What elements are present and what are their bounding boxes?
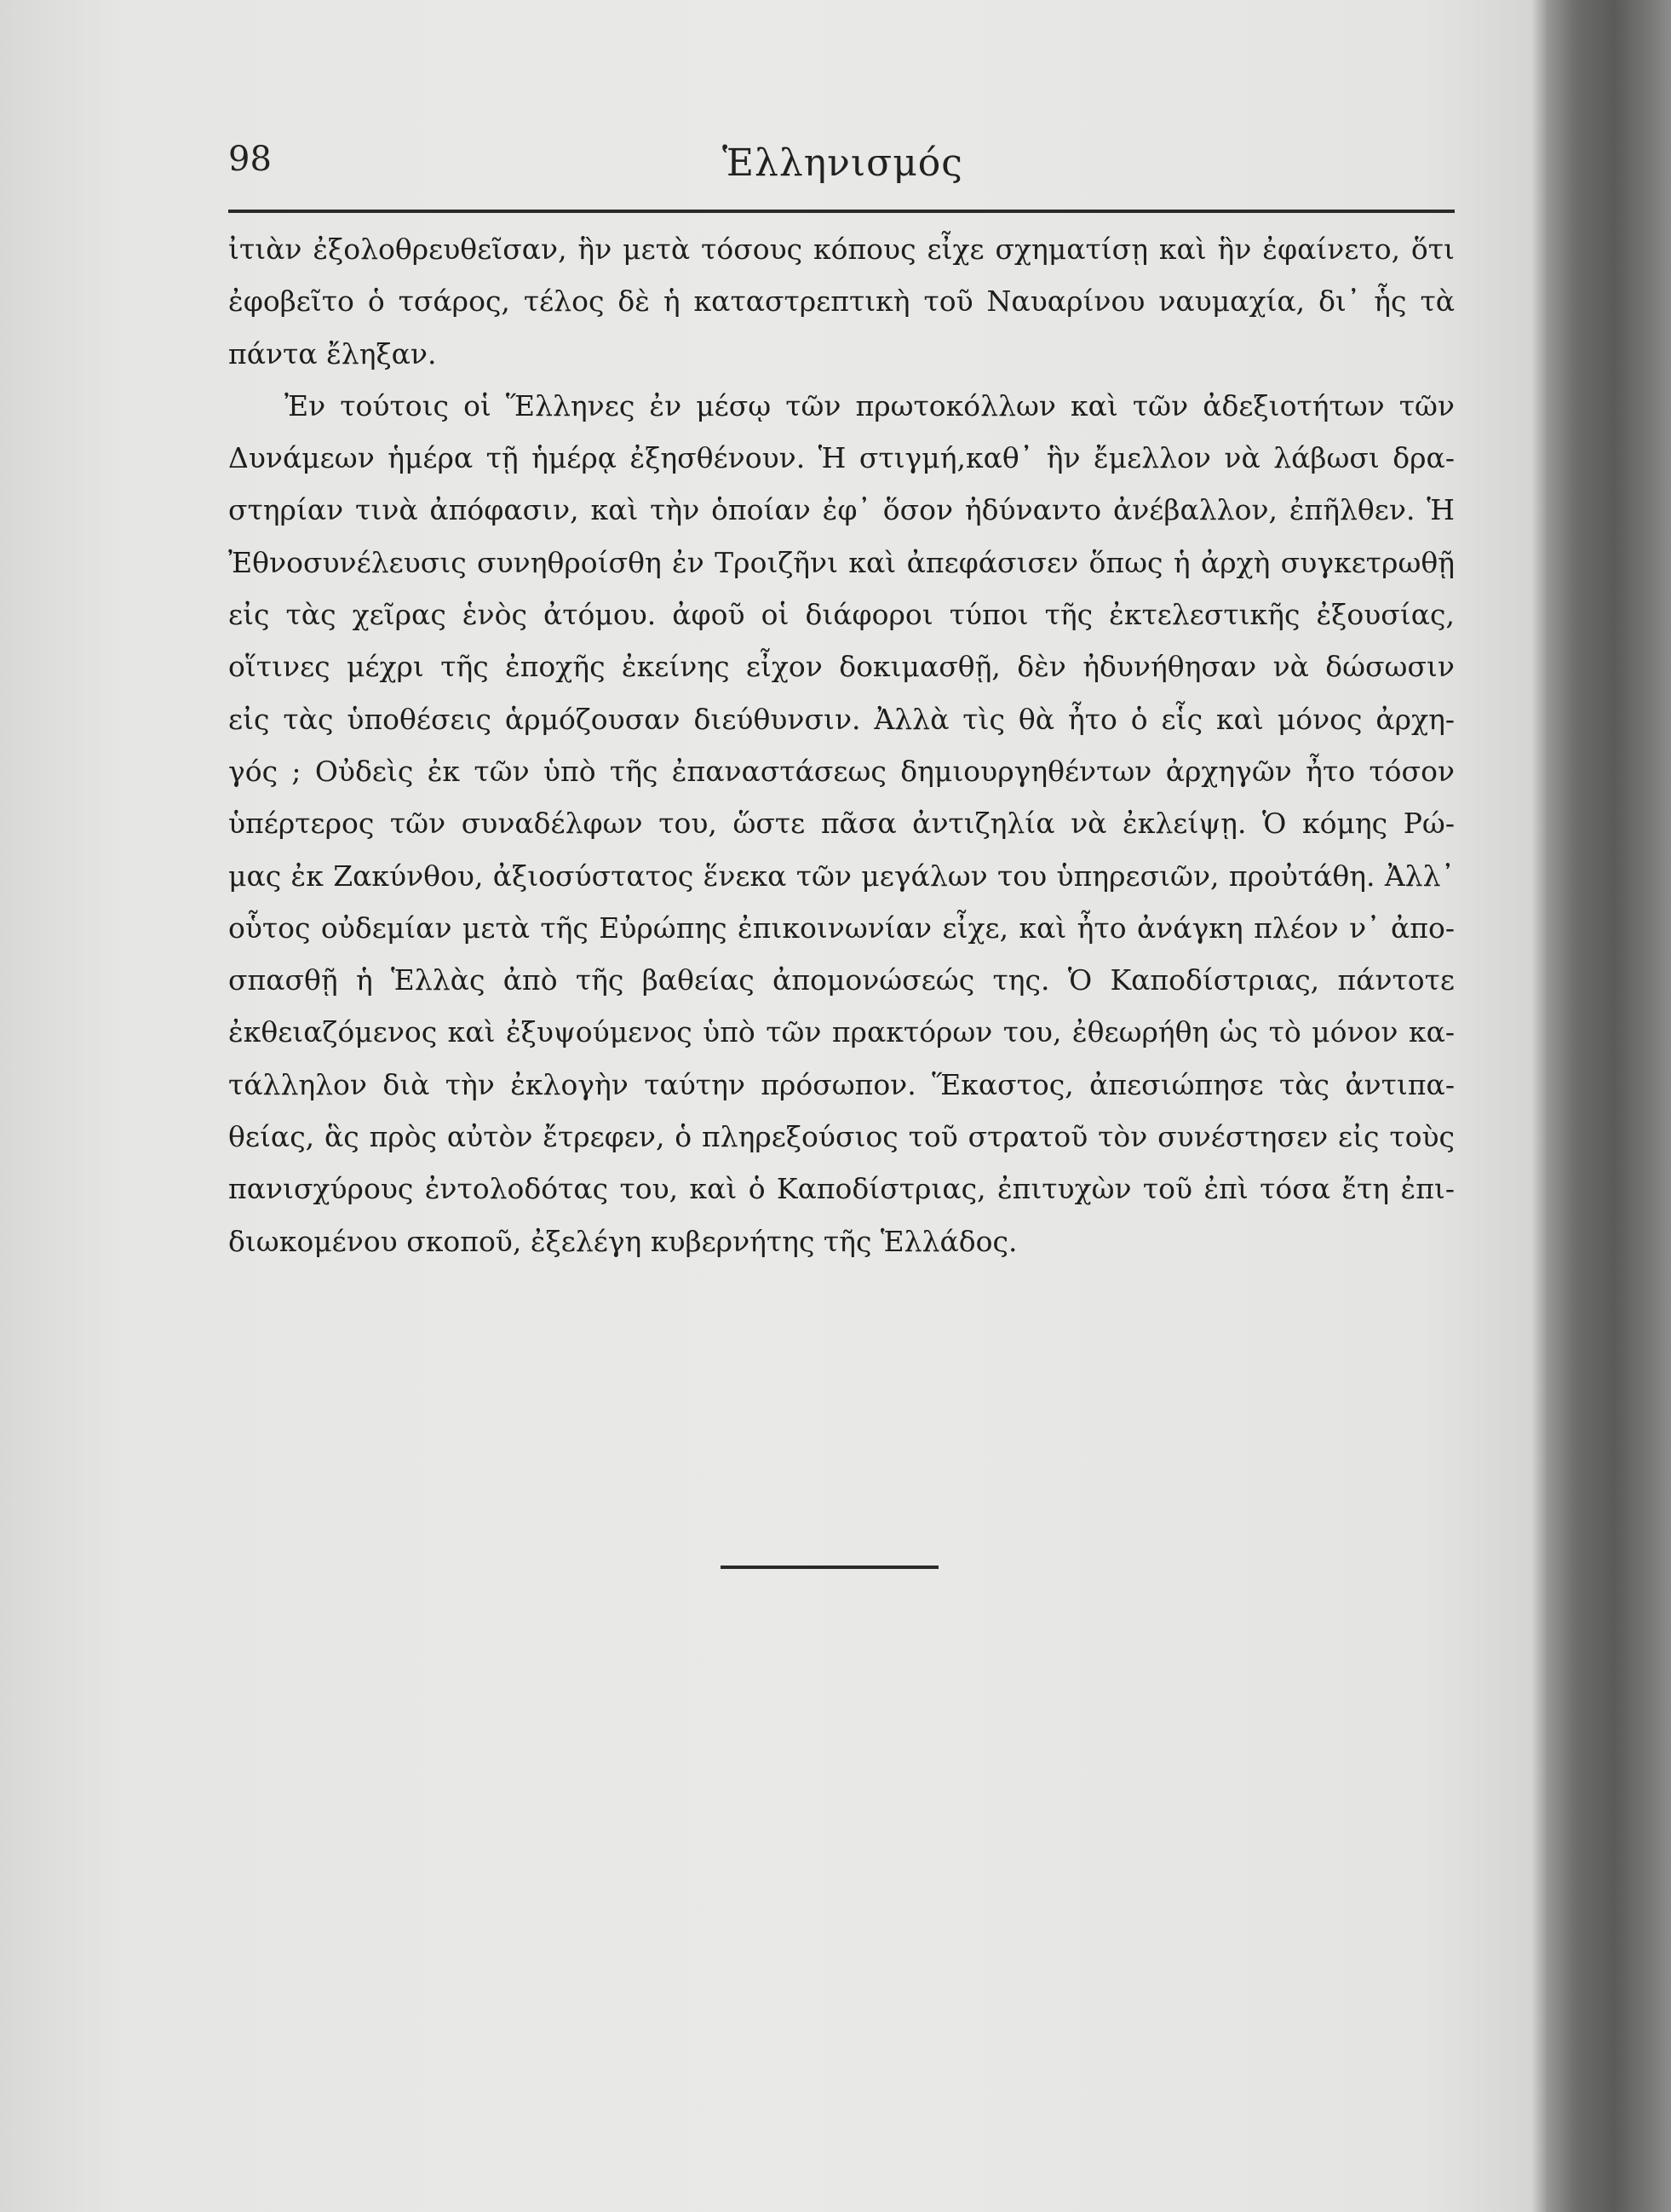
text-line: θείας, ἃς πρὸς αὐτὸν ἔτρεφεν, ὁ πληρεξούσιος τοῦ στρατοῦ τὸν συνέστησεν εἰς τοὺς	[228, 1120, 1455, 1154]
text-line: ἐφοβεῖτο ὁ τσάρος, τέλος δὲ ἡ καταστρεπτικὴ τοῦ Ναυαρίνου ναυμαχία, δι᾽ ἧς τὰ	[228, 284, 1455, 319]
text-line: εἰς τὰς ὑποθέσεις ἁρμόζουσαν διεύθυνσιν. Ἀλλὰ τὶς θὰ ἦτο ὁ εἷς καὶ μόνος ἀρχη-	[228, 702, 1455, 736]
text-line: οὗτος οὐδεμίαν μετὰ τῆς Εὐρώπης ἐπικοινωνίαν εἶχε, καὶ ἦτο ἀνάγκη πλέον ν᾽ ἀπο-	[228, 911, 1455, 945]
text-line: τάλληλον διὰ τὴν ἐκλογὴν ταύτην πρόσωπον. Ἕκαστος, ἀπεσιώπησε τὰς ἀντιπα-	[228, 1067, 1455, 1101]
text-line: γός ; Οὐδεὶς ἐκ τῶν ὑπὸ τῆς ἐπαναστάσεως δημιουργηθέντων ἀρχηγῶν ἦτο τόσον	[228, 754, 1455, 788]
text-line: πάντα ἔληξαν.	[228, 336, 437, 371]
text-line: πανισχύρους ἐντολοδότας του, καὶ ὁ Καποδίστριας, ἐπιτυχὼν τοῦ ἐπὶ τόσα ἔτη ἐπι-	[228, 1172, 1455, 1206]
text-line: σπασθῇ ἡ Ἑλλὰς ἀπὸ τῆς βαθείας ἀπομονώσεώς της. Ὁ Καποδίστριας, πάντοτε	[228, 963, 1455, 997]
page-number: 98	[228, 140, 272, 179]
text-line: Ἐθνοσυνέλευσις συνηθροίσθη ἐν Τροιζῆνι καὶ ἀπεφάσισεν ὅπως ἡ ἀρχὴ συγκετρωθῇ	[228, 545, 1455, 579]
running-title: Ἑλληνισμός	[722, 141, 963, 185]
text-line: Δυνάμεων ἡμέρα τῇ ἡμέρᾳ ἐξησθένουν. Ἡ στιγμή,καθ᾽ ἣν ἔμελλον νὰ λάβωσι δρα-	[228, 441, 1455, 475]
book-binding	[1546, 0, 1671, 2212]
text-line: διωκομένου σκοποῦ, ἐξελέγη κυβερνήτης τῆς Ἑλλάδος.	[228, 1224, 1018, 1258]
text-line: οἵτινες μέχρι τῆς ἐποχῆς ἐκείνης εἶχον δοκιμασθῇ, δὲν ἠδυνήθησαν νὰ δώσωσιν	[228, 650, 1455, 684]
text-line: εἰς τὰς χεῖρας ἑνὸς ἀτόμου. ἀφοῦ οἱ διάφοροι τύποι τῆς ἐκτελεστικῆς ἐξουσίας,	[228, 598, 1455, 632]
text-line: ἰτιὰν ἐξολοθρευθεῖσαν, ἣν μετὰ τόσους κόπους εἶχε σχηματίσῃ καὶ ἣν ἐφαίνετο, ὅτι	[228, 233, 1455, 266]
header-rule	[228, 210, 1455, 213]
text-line: Ἐν τούτοις οἱ Ἕλληνες ἐν μέσῳ τῶν πρωτοκόλλων καὶ τῶν ἀδεξιοτήτων τῶν	[284, 388, 1455, 422]
text-line: μας ἐκ Ζακύνθου, ἀξιοσύστατος ἕνεκα τῶν μεγάλων του ὑπηρεσιῶν, προὐτάθη. Ἀλλ᾽	[228, 859, 1455, 893]
text-line: ἐκθειαζόμενος καὶ ἐξυψούμενος ὑπὸ τῶν πρακτόρων του, ἐθεωρήθη ὡς τὸ μόνον κα-	[228, 1015, 1455, 1049]
page-header	[228, 138, 1455, 198]
text-line: στηρίαν τινὰ ἀπόφασιν, καὶ τὴν ὁποίαν ἐφ᾽ ὅσον ἠδύναντο ἀνέβαλλον, ἐπῆλθεν. Ἡ	[228, 493, 1455, 527]
text-line: ὑπέρτερος τῶν συναδέλφων του, ὥστε πᾶσα ἀντιζηλία νὰ ἐκλείψῃ. Ὁ κόμης Ρώ-	[228, 807, 1455, 841]
end-rule	[721, 1566, 939, 1569]
body-text	[228, 223, 1455, 1267]
